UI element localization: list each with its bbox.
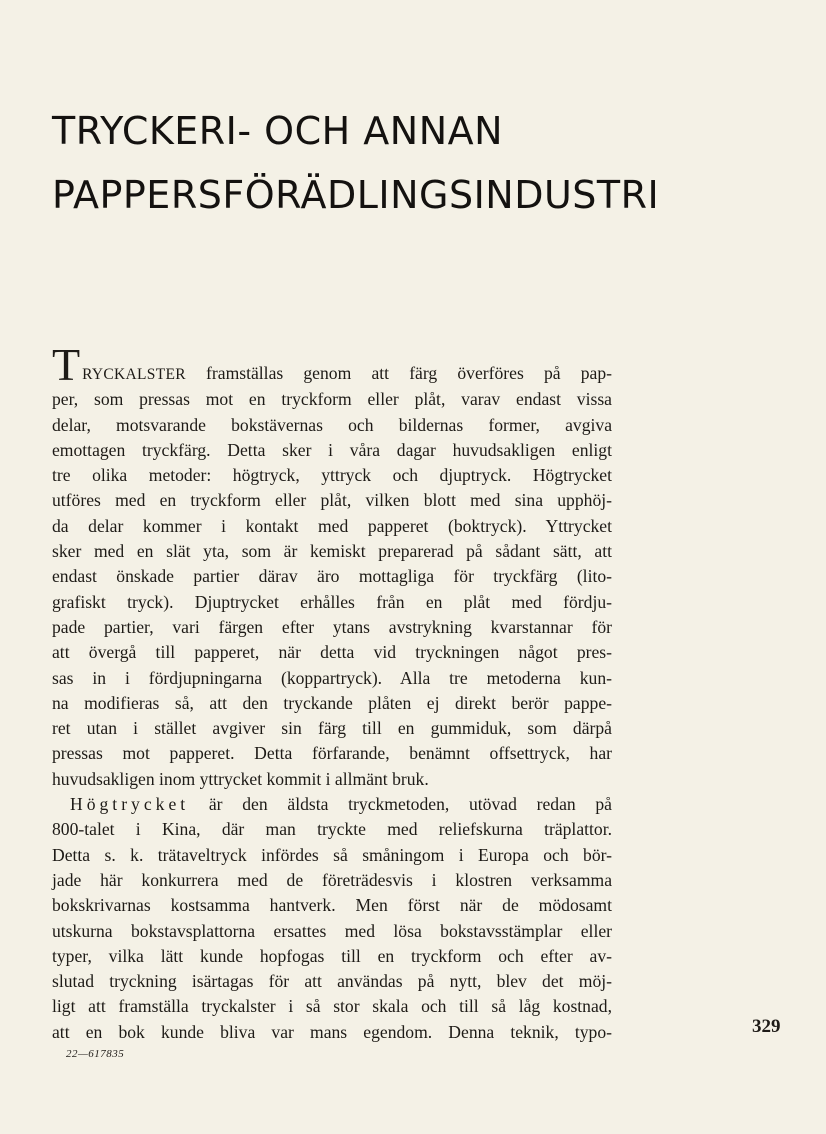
paragraph-1-line: delar, motsvarande bokstävernas och bildernas former, avgiva bbox=[52, 414, 612, 435]
paragraph-1-line: pressas mot papperet. Detta förfarande, benämnt offsettryck, har bbox=[52, 743, 612, 764]
paragraph-1-line: utföres med en tryckform eller plåt, vilken blott med sina upphöj- bbox=[52, 490, 612, 511]
paragraph-2-line: att en bok kunde bliva var mans egendom. Denna teknik, typo- bbox=[52, 1021, 612, 1042]
paragraph-1-line: tre olika metoder: högtryck, yttryck och djuptryck. Högtrycket bbox=[52, 465, 612, 486]
paragraph-1-line: sker med en slät yta, som är kemiskt preparerad på sådant sätt, att bbox=[52, 541, 612, 562]
paragraph-1-line: da delar kommer i kontakt med papperet (boktryck). Yttrycket bbox=[52, 515, 612, 536]
drop-cap: T bbox=[52, 339, 81, 390]
paragraph-2-line: slutad tryckning isärtagas för att användas på nytt, blev det möj- bbox=[52, 971, 612, 992]
paragraph-2-line: ligt att framställa tryckalster i så stor skala och till så låg kostnad, bbox=[52, 996, 612, 1017]
paragraph-1-line: endast önskade partier därav äro mottagliga för tryckfärg (lito- bbox=[52, 566, 612, 587]
body-text bbox=[52, 339, 612, 1045]
paragraph-2-line: bokskrivarnas kostsamma hantverk. Men först när de mödosamt bbox=[52, 895, 612, 916]
paragraph-2-line: utskurna bokstavsplattorna ersattes med lösa bokstavsstämplar eller bbox=[52, 920, 612, 941]
paragraph-1-lead: RYCKALSTER bbox=[82, 366, 186, 383]
paragraph-1-line-text: framställas genom att färg överföres på pap- bbox=[185, 363, 612, 383]
paragraph-1-line: na modifieras så, att den tryckande plåten ej direkt berör pappe- bbox=[52, 692, 612, 713]
paragraph-2-line: typer, vilka lätt kunde hopfogas till en tryckform och efter av- bbox=[52, 945, 612, 966]
paragraph-1-line: pade partier, vari färgen efter ytans avstrykning kvarstannar för bbox=[52, 616, 612, 637]
paragraph-2-line: Detta s. k. trätaveltryck infördes så småningom i Europa och bör- bbox=[52, 844, 612, 865]
chapter-title-line-2: PAPPERSFÖRÄDLINGSINDUSTRI bbox=[52, 173, 660, 218]
paragraph-2-line: jade här konkurrera med de företrädesvis i klostren verksamma bbox=[52, 869, 612, 890]
paragraph-1-line: sas in i fördjupningarna (koppartryck). Alla tre metoderna kun- bbox=[52, 667, 612, 688]
paragraph-2-line: 800-talet i Kina, där man tryckte med reliefskurna träplattor. bbox=[52, 819, 612, 840]
paragraph-1-line bbox=[52, 339, 612, 390]
printer-signature: 22—617835 bbox=[66, 1048, 125, 1060]
paragraph-2-lead: Högtrycket bbox=[70, 794, 190, 815]
paragraph-1-line: grafiskt tryck). Djuptrycket erhålles från en plåt med fördju- bbox=[52, 591, 612, 612]
paragraph-1-line: per, som pressas mot en tryckform eller plåt, varav endast vissa bbox=[52, 389, 612, 410]
paragraph-1-line: att övergå till papperet, när detta vid tryckningen något pres- bbox=[52, 642, 612, 663]
chapter-title-line-1: TRYCKERI- OCH ANNAN bbox=[52, 109, 504, 154]
paragraph-2-line-text: är den äldsta tryckmetoden, utövad redan på bbox=[189, 794, 612, 815]
paragraph-1-line: huvudsakligen inom yttrycket kommit i allmänt bruk. bbox=[52, 768, 429, 789]
chapter-title bbox=[52, 99, 772, 227]
page-number: 329 bbox=[752, 1016, 781, 1037]
paragraph-1-line: ret utan i stället avgiver sin färg till en gummiduk, som därpå bbox=[52, 718, 612, 739]
paragraph-2-line bbox=[52, 792, 612, 817]
paragraph-1-line: emottagen tryckfärg. Detta sker i våra dagar huvudsakligen enligt bbox=[52, 439, 612, 460]
